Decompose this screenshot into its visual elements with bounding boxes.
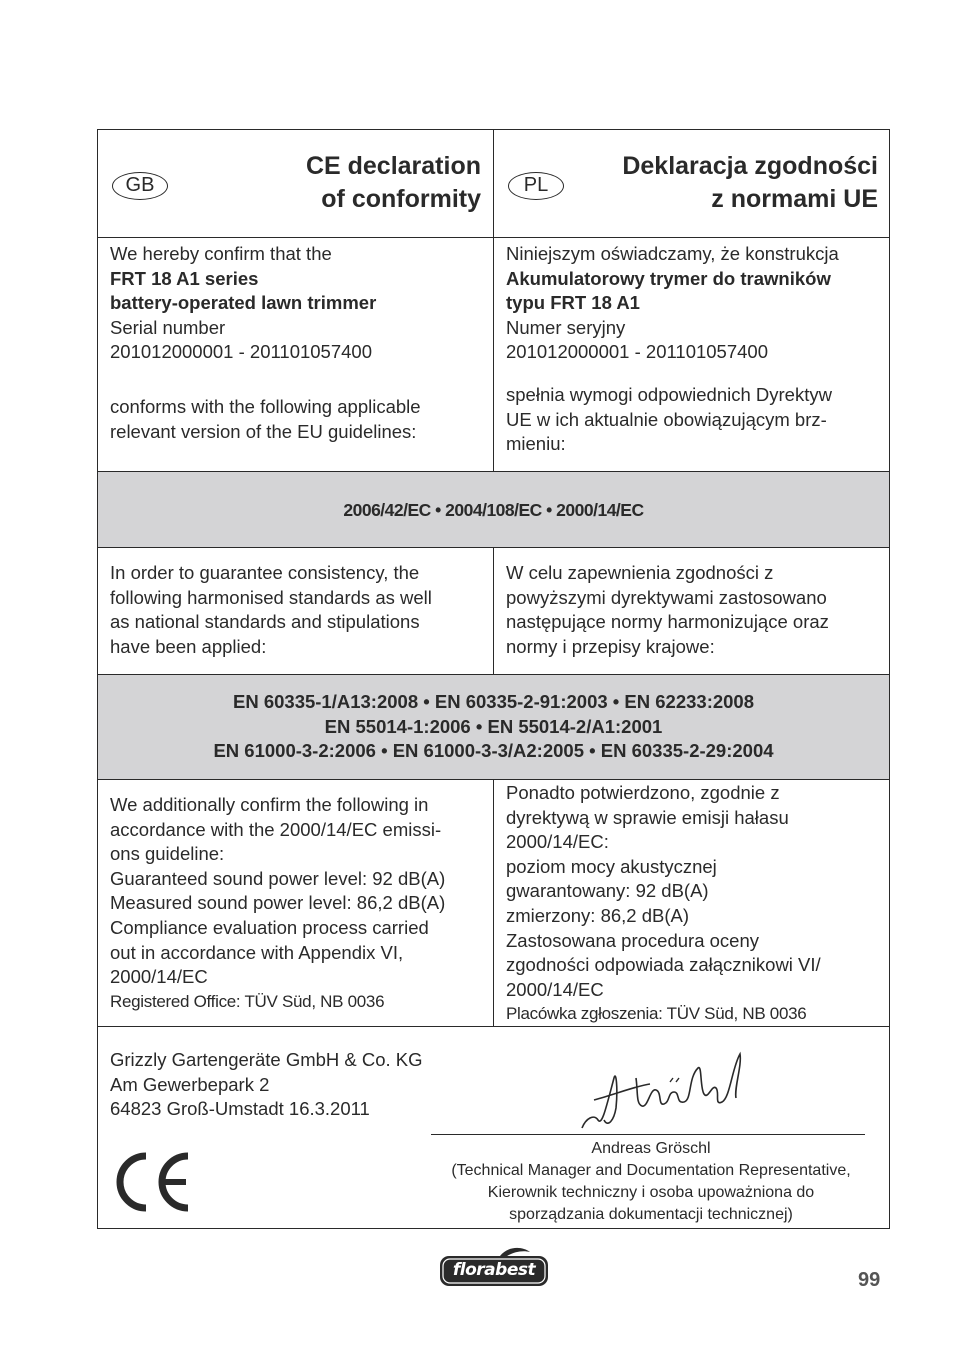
text-line: as national standards and stipulations [110, 611, 420, 633]
company-street: Am Gewerbepark 2 [110, 1073, 270, 1095]
serial-number: 201012000001 - 201101057400 [506, 341, 768, 363]
text-line: Serial number [110, 316, 226, 338]
guaranteed-sound-level: Guaranteed sound power level: 92 dB(A) [110, 867, 446, 889]
brand-name: florabest [452, 1260, 536, 1280]
gb-title [188, 150, 481, 216]
text-line: poziom mocy akustycznej [506, 855, 717, 877]
signer-role-pl: Kierownik techniczny i osoba upoważniona do [487, 1184, 815, 1201]
pl-title-line: Deklaracja zgodności [622, 152, 878, 180]
florabest-logo [438, 1244, 550, 1290]
column-divider [493, 780, 494, 1026]
gb-title-line: CE declaration [305, 152, 481, 180]
pl-language-badge: PL [508, 172, 564, 200]
text-line: We hereby confirm that the [110, 243, 332, 264]
text-line: Niniejszym oświadczamy, że konstrukcja [506, 243, 839, 264]
registered-office: Registered Office: TÜV Süd, NB 0036 [110, 991, 385, 1011]
guaranteed-sound-level: gwarantowany: 92 dB(A) [506, 880, 709, 902]
text-line: conforms with the following applicable [110, 395, 421, 417]
serial-number: 201012000001 - 201101057400 [110, 341, 372, 363]
pl-standards-intro [506, 561, 888, 659]
product-series: FRT 18 A1 series [110, 267, 259, 289]
text-line: mieniu: [506, 433, 566, 455]
pl-emissions-text [506, 781, 888, 1027]
text-line: ons guideline: [110, 843, 225, 865]
signer-role-en: (Technical Manager and Documentation Representative, [451, 1162, 851, 1179]
text-line: spełnia wymogi odpowiednich Dyrektyw [506, 383, 832, 405]
text-line: out in accordance with Appendix VI, [110, 941, 404, 963]
signer-name: Andreas Gröschl [591, 1140, 711, 1157]
standards-line: EN 60335-1/A13:2008 • EN 60335-2-91:2003 • EN 62233:2008 [232, 691, 755, 712]
text-line: dyrektywą w sprawie emisji hałasu [506, 806, 789, 828]
text-line: powyższymi dyrektywami zastosowano [506, 586, 827, 608]
text-line: UE w ich aktualnie obowiązującym brz- [506, 408, 827, 430]
text-line: W celu zapewnienia zgodności z [506, 562, 774, 583]
text-line: accordance with the 2000/14/EC emissi- [110, 818, 442, 840]
product-name: battery-operated lawn trimmer [110, 292, 377, 314]
text-line: following harmonised standards as well [110, 586, 432, 608]
gb-language-badge: GB [112, 172, 168, 200]
text-line: 2000/14/EC [110, 966, 208, 988]
gb-title-line: of conformity [321, 185, 481, 213]
pl-confirmation-text [506, 242, 888, 457]
measured-sound-level: zmierzony: 86,2 dB(A) [506, 904, 690, 926]
text-line: zgodności odpowiada załącznikowi VI/ [506, 954, 821, 976]
gb-standards-intro [110, 561, 490, 659]
row-divider [98, 237, 889, 238]
text-line: Ponadto potwierdzono, zgodnie z [506, 782, 780, 803]
product-name: Akumulatorowy trymer do trawników [506, 267, 831, 289]
text-line: 2000/14/EC: [506, 831, 609, 853]
measured-sound-level: Measured sound power level: 86,2 dB(A) [110, 892, 446, 914]
declaration-table [97, 129, 890, 1229]
text-line: Numer seryjny [506, 316, 626, 338]
text-line: relevant version of the EU guidelines: [110, 420, 417, 442]
place-and-date: 64823 Groß-Umstadt 16.3.2011 [110, 1098, 370, 1120]
directives-band [98, 471, 889, 548]
company-name: Grizzly Gartengeräte GmbH & Co. KG [110, 1049, 423, 1070]
notified-body: Placówka zgłoszenia: TÜV Süd, NB 0036 [506, 1004, 807, 1024]
page-number: 99 [858, 1269, 881, 1291]
column-divider [493, 130, 494, 471]
text-line: normy i przepisy krajowe: [506, 635, 715, 657]
text-line: have been applied: [110, 635, 267, 657]
text-line: Zastosowana procedura oceny [506, 929, 759, 951]
signer-role-pl: sporządzania dokumentacji technicznej) [509, 1206, 793, 1223]
text-line: In order to guarantee consistency, the [110, 562, 420, 583]
pl-title [578, 150, 878, 216]
signature-line [431, 1134, 865, 1135]
standards-line: EN 55014-1:2006 • EN 55014-2/A1:2001 [324, 716, 663, 737]
ce-mark-icon [110, 1150, 194, 1214]
column-divider [493, 548, 494, 674]
standards-line: EN 61000-3-2:2006 • EN 61000-3-3/A2:2005 • EN 60335-2-29:2004 [213, 740, 774, 761]
gb-confirmation-text [110, 242, 490, 444]
text-line: We additionally confirm the following in [110, 794, 429, 815]
standards-band [98, 674, 889, 780]
signature-icon [576, 1048, 746, 1138]
directives-list: 2006/42/EC • 2004/108/EC • 2000/14/EC [343, 500, 644, 520]
company-address [110, 1048, 490, 1122]
pl-title-line: z normami UE [711, 185, 878, 213]
text-line: Compliance evaluation process carried [110, 916, 429, 938]
text-line: następujące normy harmonizujące oraz [506, 611, 829, 633]
gb-emissions-text [110, 793, 490, 1014]
product-series: typu FRT 18 A1 [506, 292, 640, 314]
text-line: 2000/14/EC [506, 978, 604, 1000]
